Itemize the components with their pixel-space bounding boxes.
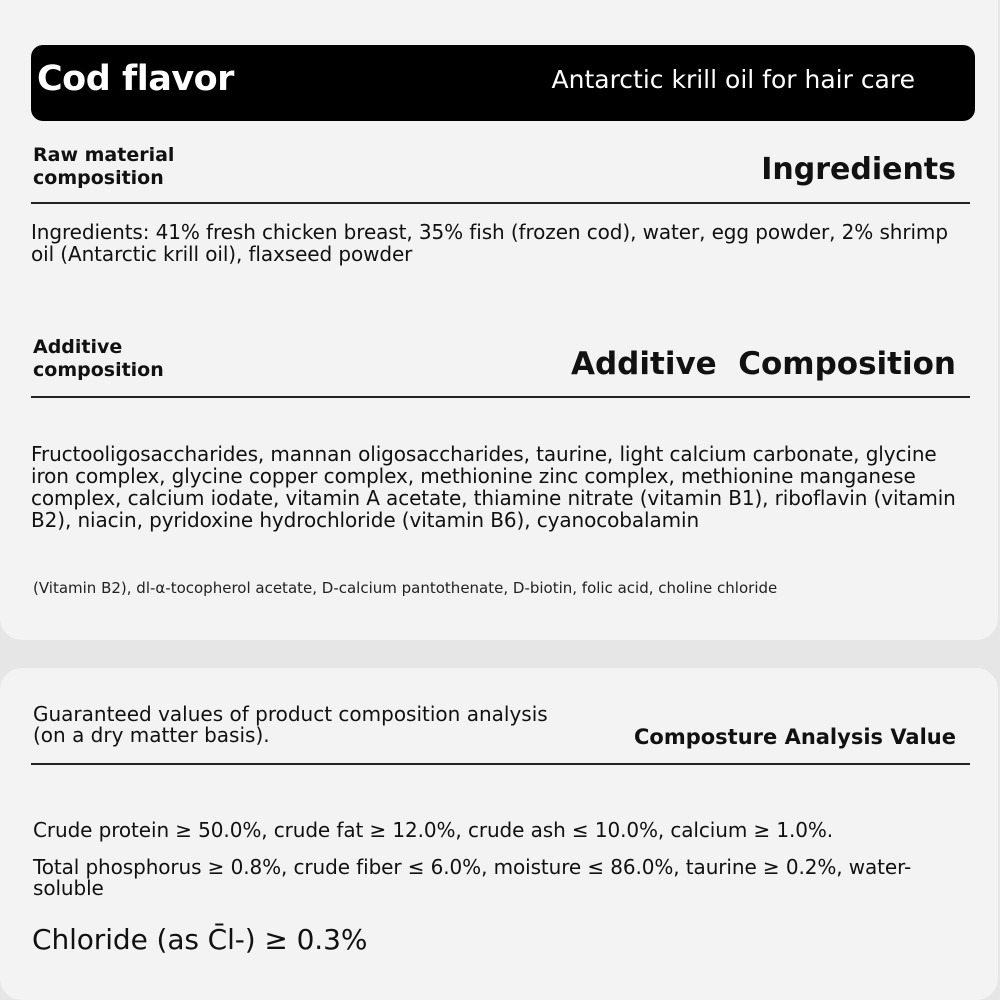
analysis-line-1: Crude protein ≥ 50.0%, crude fat ≥ 12.0%, crude ash ≤ 10.0%, calcium ≥ 1.0%. [33,818,834,842]
section-divider [31,396,970,398]
section-divider [31,763,970,765]
guaranteed-values-label: Guaranteed values of product composition analysis (on a dry matter basis). [33,702,548,747]
chloride-value: Chloride (as C̄l-) ≥ 0.3% [32,923,368,956]
section-divider [31,202,970,204]
product-subtitle: Antarctic krill oil for hair care [551,65,915,94]
analysis-heading: Composture Analysis Value [633,725,956,749]
additive-note: (Vitamin B2), dl-α-tocopherol acetate, D-calcium pantothenate, D-biotin, folic acid, choline chloride [33,579,778,597]
analysis-card [0,668,998,1000]
ingredients-text: Ingredients: 41% fresh chicken breast, 35% fish (frozen cod), water, egg powder, 2% shrimp oil (Antarctic krill oil), flaxseed powder [31,220,948,266]
additive-label: Additive composition [33,336,164,381]
raw-material-label: Raw material composition [33,144,175,189]
additive-text: Fructooligosaccharides, mannan oligosaccharides, taurine, light calcium carbonate, glycine iron complex, glycine copper complex, methionine zinc complex, methionine manganese complex, calcium iodate, vitamin A acetate, thiamine nitrate (vitamin B1), riboflavin (vitamin B2), niacin, pyridoxine hydrochloride (vitamin B6), cyanocobalamin [31,442,956,532]
additive-heading: Additive Composition [571,346,956,382]
header-bar [31,45,975,121]
ingredients-heading: Ingredients [761,152,956,187]
analysis-line-2: Total phosphorus ≥ 0.8%, crude fiber ≤ 6.0%, moisture ≤ 86.0%, taurine ≥ 0.2%, water-soluble [33,855,912,900]
product-flavor-title: Cod flavor [37,59,234,99]
